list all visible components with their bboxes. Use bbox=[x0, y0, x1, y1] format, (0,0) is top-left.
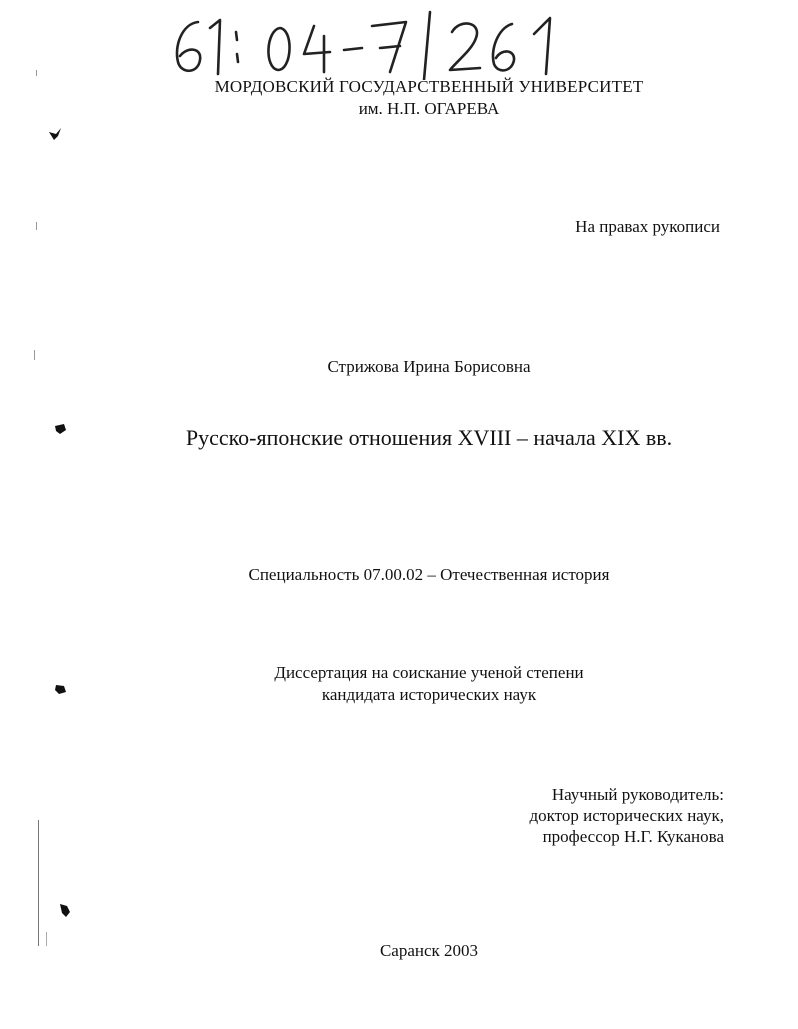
binder-mark-3 bbox=[52, 680, 70, 698]
university-subtitle: им. Н.П. ОГАРЕВА bbox=[358, 99, 500, 118]
supervisor-label: Научный руководитель: bbox=[551, 785, 724, 804]
supervisor-block bbox=[529, 784, 724, 847]
scan-artifact bbox=[36, 70, 37, 76]
city-year: Саранск 2003 bbox=[379, 941, 479, 960]
scan-artifact bbox=[34, 350, 35, 360]
degree-line-1: Диссертация на соискание ученой степени bbox=[274, 663, 584, 682]
specialty: Специальность 07.00.02 – Отечественная история bbox=[248, 565, 610, 584]
degree-line-2: кандидата исторических наук bbox=[321, 685, 537, 704]
supervisor-name: профессор Н.Г. Куканова bbox=[542, 827, 724, 846]
author-name: Стрижова Ирина Борисовна bbox=[327, 357, 531, 376]
supervisor-degree: доктор исторических наук, bbox=[529, 806, 724, 825]
dissertation-title: Русско-японские отношения XVIII – начала XIX вв. bbox=[185, 425, 673, 450]
binder-mark-1 bbox=[46, 124, 66, 144]
scan-artifact bbox=[36, 222, 37, 230]
university-name: МОРДОВСКИЙ ГОСУДАРСТВЕННЫЙ УНИВЕРСИТЕТ bbox=[214, 77, 644, 96]
scan-artifact bbox=[38, 820, 39, 946]
binder-mark-4 bbox=[56, 900, 74, 920]
scan-artifact bbox=[46, 932, 47, 946]
binder-mark-2 bbox=[52, 420, 70, 438]
rights-note: На правах рукописи bbox=[575, 217, 720, 236]
handwritten-catalog-number bbox=[168, 6, 588, 80]
